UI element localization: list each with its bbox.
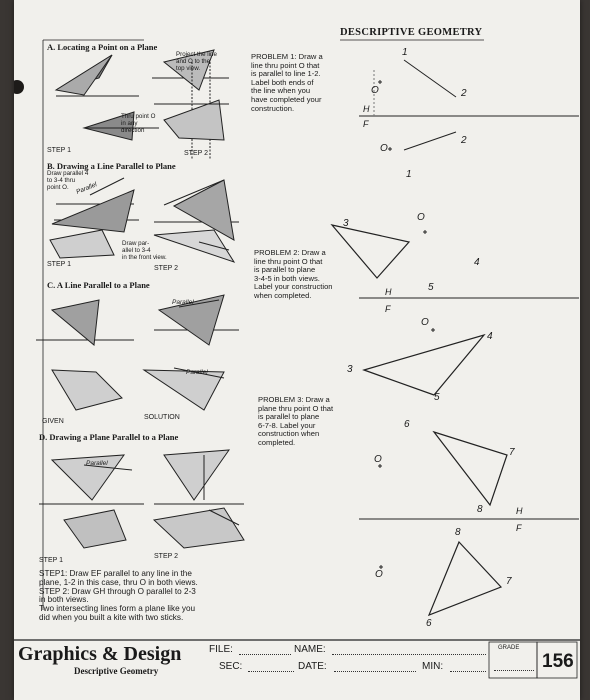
min-field[interactable] <box>450 671 486 672</box>
problem-3-text: PROBLEM 3: Draw a plane thru point O that is parallel to plane 6-7-8. Label your construction when completed. <box>258 395 334 447</box>
label-p2-3-front: 3 <box>347 364 353 375</box>
page-title: DESCRIPTIVE GEOMETRY <box>340 27 483 38</box>
label-p2-5-top: 5 <box>428 282 434 293</box>
section-d-parallel-label: Parallel <box>86 460 108 467</box>
section-b-note-1: Draw parallel 4 to 3-4 thru point O. <box>47 170 89 191</box>
name-field[interactable] <box>332 654 486 655</box>
label-p1-2-front: 2 <box>461 135 467 146</box>
label-p2-H: H <box>385 287 392 297</box>
label-p1-1-front: 1 <box>406 169 412 180</box>
sec-label: SEC: <box>219 661 243 672</box>
label-p3-6-front: 6 <box>426 618 432 629</box>
section-b-note-2: Draw par- allel to 3-4 in the front view. <box>122 240 167 261</box>
grade-field[interactable] <box>494 670 534 671</box>
section-a-step-1: STEP 1 <box>47 147 71 154</box>
min-label: MIN: <box>422 661 444 672</box>
label-p1-F: F <box>363 119 369 129</box>
label-p1-H: H <box>363 104 370 114</box>
label-p2-5-front: 5 <box>434 392 440 403</box>
label-p2-O-top: O <box>417 212 425 223</box>
section-a-note-2: Thru point O in any direction <box>121 113 156 134</box>
sec-field[interactable] <box>248 671 294 672</box>
worksheet-page <box>14 0 580 700</box>
label-p2-3-top: 3 <box>343 218 349 229</box>
label-p1-O-top: O <box>371 85 379 96</box>
section-b-title: B. Drawing a Line Parallel to Plane <box>47 161 176 171</box>
name-label: NAME: <box>294 644 326 655</box>
file-field[interactable] <box>239 654 291 655</box>
label-p3-O-front: O <box>375 569 383 580</box>
section-b-step-2: STEP 2 <box>154 265 178 272</box>
label-p3-7-top: 7 <box>509 447 515 458</box>
label-p1-1: 1 <box>402 47 408 58</box>
label-p1-2-top: 2 <box>461 88 467 99</box>
page-number: 156 <box>542 651 574 672</box>
section-a-note-1: Project the line and O to the top view. <box>176 51 217 72</box>
label-p2-F: F <box>385 304 391 314</box>
section-d-step-1: STEP 1 <box>39 557 63 564</box>
file-label: FILE: <box>209 644 233 655</box>
label-p3-8-top: 8 <box>477 504 483 515</box>
label-p3-7-front: 7 <box>506 576 512 587</box>
label-p1-O-front: O <box>380 143 388 154</box>
section-d-step-2: STEP 2 <box>154 553 178 560</box>
label-p2-O-front: O <box>421 317 429 328</box>
section-a-step-2: STEP 2 <box>184 150 208 157</box>
label-p2-4-front: 4 <box>487 331 493 342</box>
section-b-step-1: STEP 1 <box>47 261 71 268</box>
section-c-solution: SOLUTION <box>144 414 180 421</box>
footer-title: Graphics & Design <box>18 643 182 665</box>
section-d-title: D. Drawing a Plane Parallel to a Plane <box>39 432 179 442</box>
label-p3-H: H <box>516 506 523 516</box>
steps-instructions: STEP1: Draw EF parallel to any line in the plane, 1-2 in this case, thru O in both views. STEP 2: Draw GH through O parallel to 2-3 in both views. Two intersecting lines form a plane like you did when you built a kite with two sticks. <box>39 569 198 622</box>
section-c-parallel-label-top: Parallel <box>172 299 194 306</box>
section-c-given: GIVEN <box>42 418 64 425</box>
section-c-title: C. A Line Parallel to a Plane <box>47 280 150 290</box>
label-p3-6-top: 6 <box>404 419 410 430</box>
label-p3-O-top: O <box>374 454 382 465</box>
footer-subtitle: Descriptive Geometry <box>74 666 159 676</box>
label-p3-F: F <box>516 523 522 533</box>
date-label: DATE: <box>298 661 327 672</box>
label-p3-8-front: 8 <box>455 527 461 538</box>
date-field[interactable] <box>334 671 416 672</box>
section-a-title: A. Locating a Point on a Plane <box>47 42 158 52</box>
grade-label: GRADE <box>498 645 520 651</box>
problem-1-text: PROBLEM 1: Draw a line thru point O that is parallel to line 1-2. Label both ends of the line when you have completed your construction. <box>251 52 323 113</box>
section-b-parallel-label: Parallel <box>75 181 98 196</box>
problem-2-text: PROBLEM 2: Draw a line thru point O that is parallel to plane 3-4-5 in both views. Label your construction when completed. <box>254 248 333 300</box>
section-c-parallel-label-bottom: Parallel <box>186 369 208 376</box>
label-p2-4-top: 4 <box>474 257 480 268</box>
